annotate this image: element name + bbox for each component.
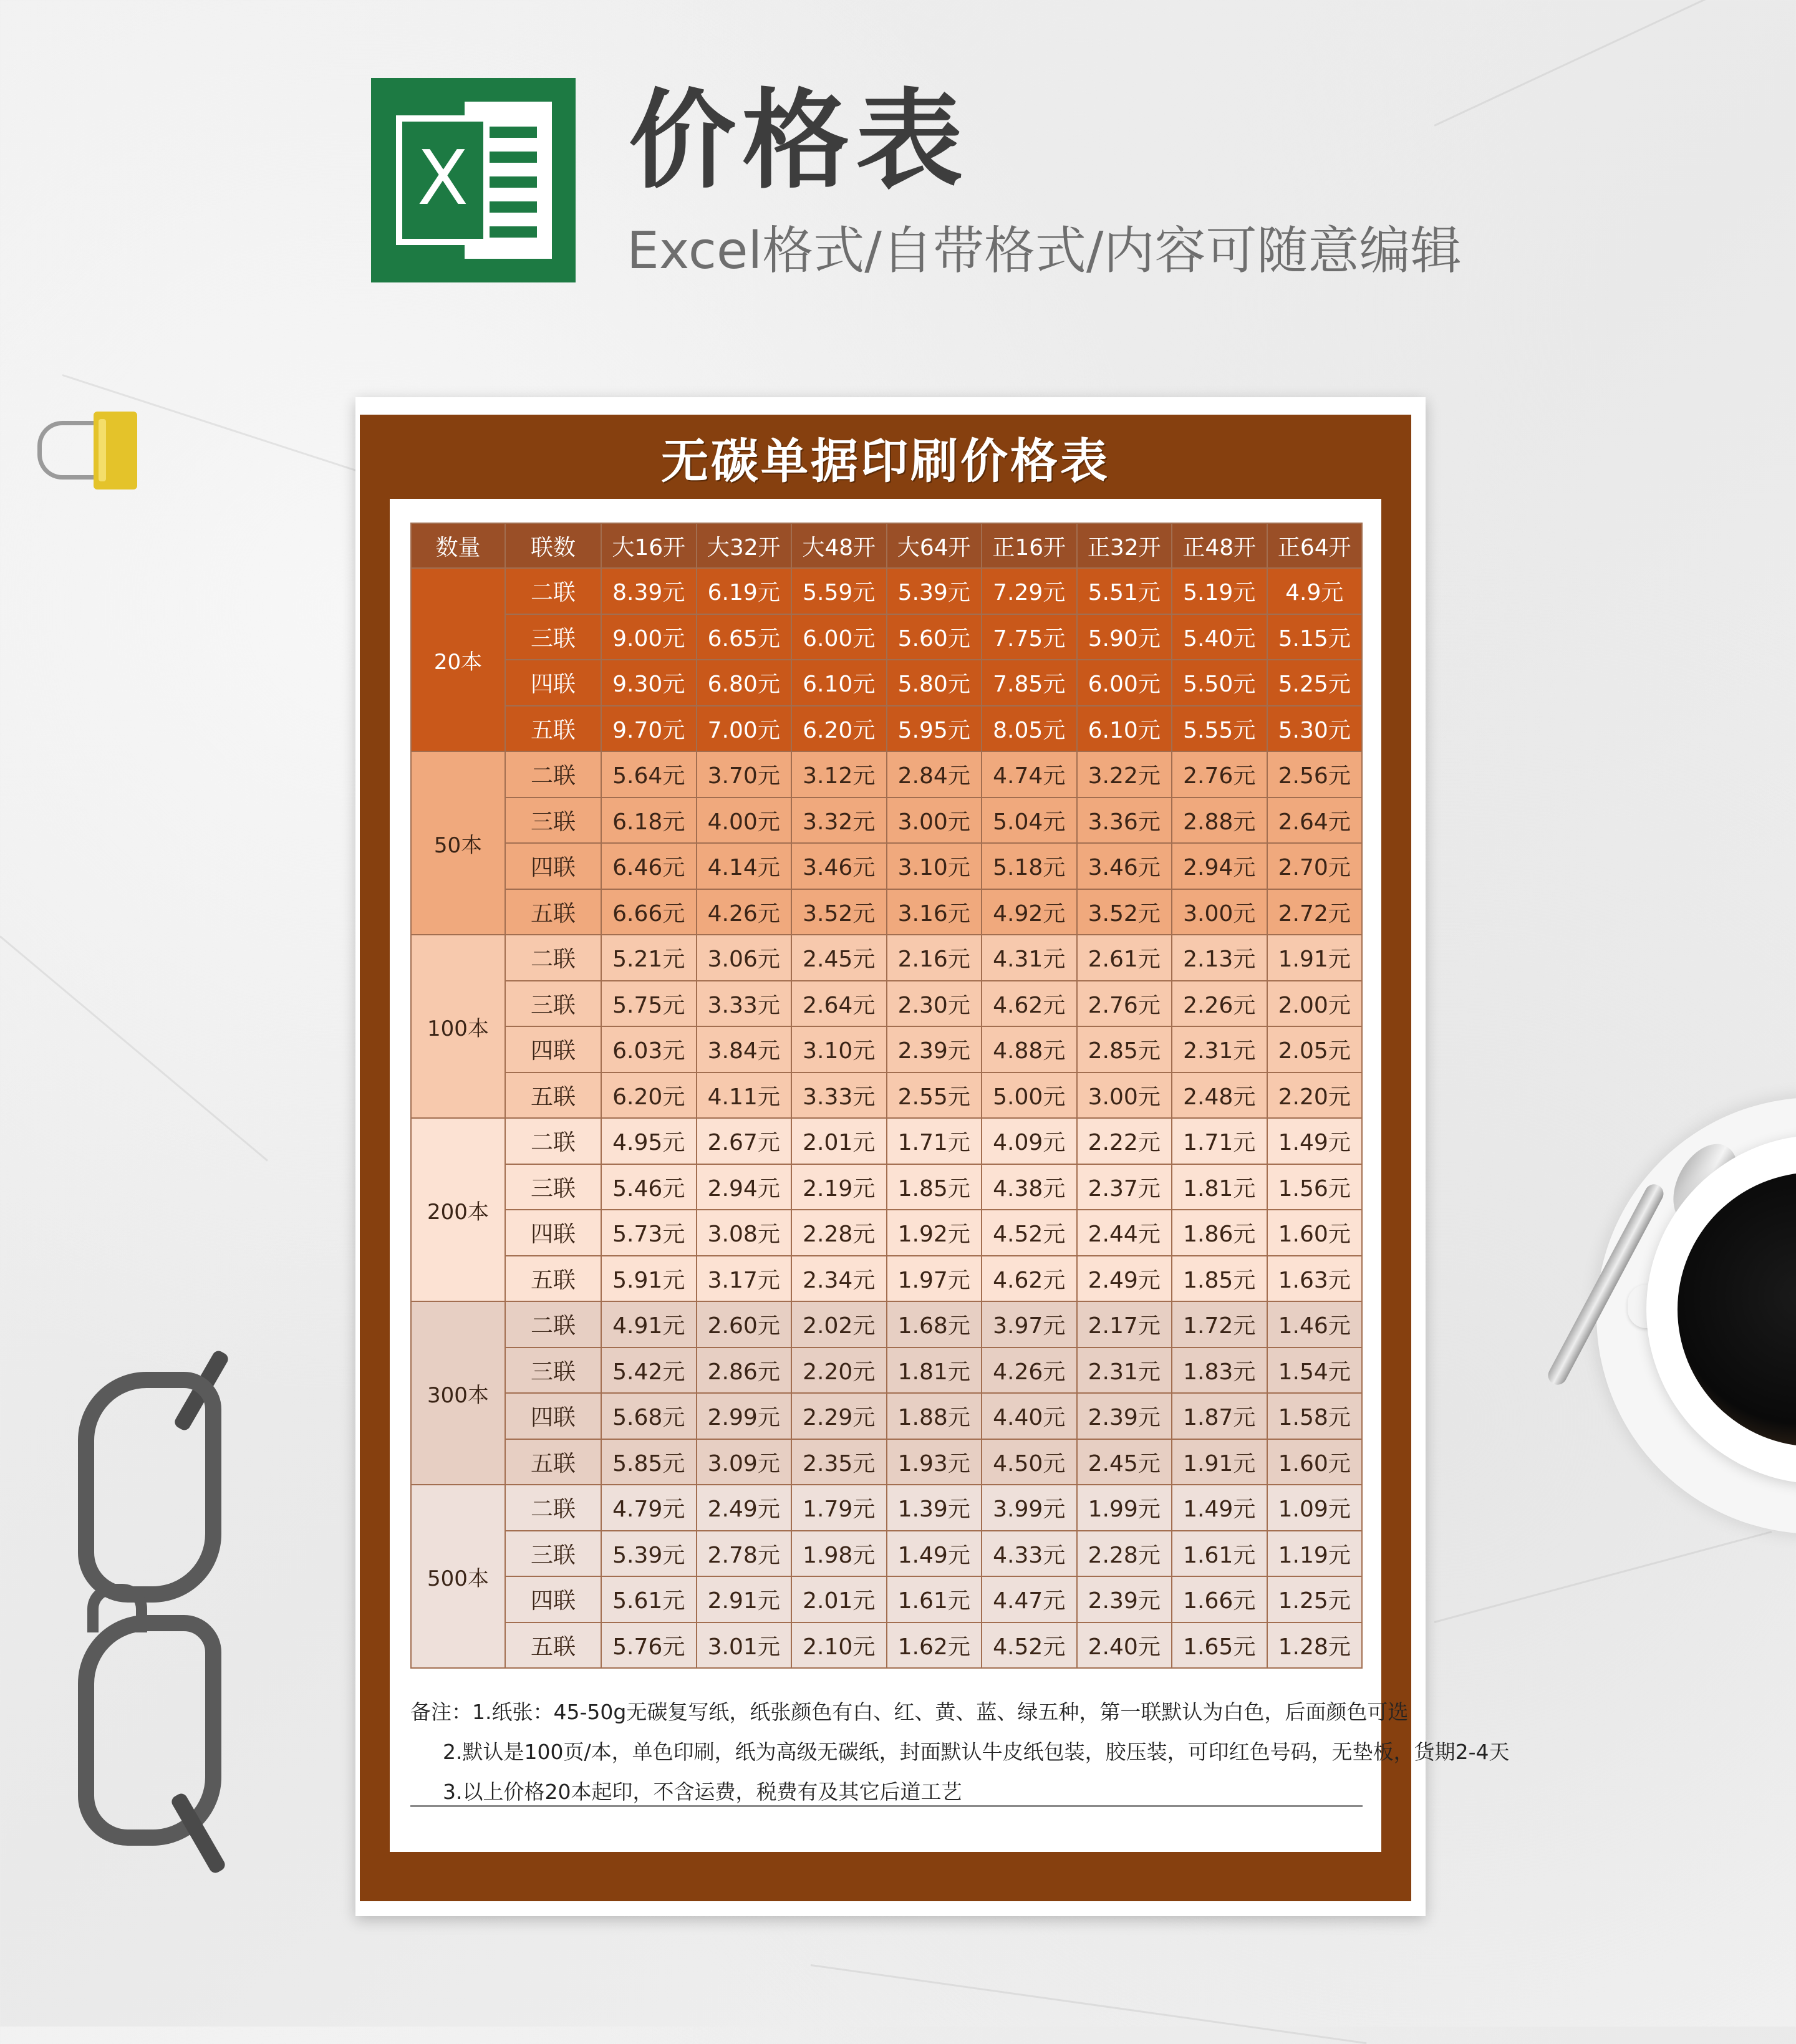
price-cell: 1.65元 — [1172, 1622, 1267, 1669]
marble-vein — [1434, 0, 1796, 127]
excel-letter: X — [417, 135, 469, 222]
price-cell: 2.00元 — [1267, 981, 1363, 1027]
price-cell: 5.90元 — [1077, 614, 1172, 660]
price-cell: 6.10元 — [1077, 706, 1172, 752]
lian-cell: 二联 — [505, 568, 601, 614]
column-header: 大48开 — [791, 523, 887, 568]
table-row — [411, 1347, 1362, 1394]
price-cell: 3.22元 — [1077, 751, 1172, 798]
price-cell: 1.39元 — [887, 1485, 982, 1531]
price-cell: 1.66元 — [1172, 1576, 1267, 1622]
price-cell: 1.58元 — [1267, 1393, 1363, 1439]
lian-cell: 四联 — [505, 1026, 601, 1073]
lian-cell: 三联 — [505, 614, 601, 660]
price-cell: 3.46元 — [1077, 843, 1172, 889]
price-cell: 2.17元 — [1077, 1301, 1172, 1347]
price-cell: 3.12元 — [791, 751, 887, 798]
price-cell: 2.60元 — [697, 1301, 792, 1347]
price-cell: 3.01元 — [697, 1622, 792, 1669]
price-cell: 2.56元 — [1267, 751, 1363, 798]
price-cell: 5.15元 — [1267, 614, 1363, 660]
price-cell: 5.95元 — [887, 706, 982, 752]
price-cell: 4.92元 — [982, 889, 1077, 935]
excel-logo-icon — [371, 78, 576, 282]
price-cell: 1.86元 — [1172, 1210, 1267, 1256]
eyeglasses-icon — [59, 1353, 246, 1883]
price-cell: 1.79元 — [791, 1485, 887, 1531]
quantity-cell: 200本 — [411, 1118, 505, 1301]
column-header: 正48开 — [1172, 523, 1267, 568]
price-cell: 2.39元 — [1077, 1576, 1172, 1622]
price-cell: 1.56元 — [1267, 1164, 1363, 1210]
price-cell: 2.55元 — [887, 1073, 982, 1119]
price-cell: 3.08元 — [697, 1210, 792, 1256]
quantity-cell: 50本 — [411, 751, 505, 935]
price-cell: 6.20元 — [791, 706, 887, 752]
price-cell: 2.76元 — [1077, 981, 1172, 1027]
price-cell: 4.88元 — [982, 1026, 1077, 1073]
price-cell: 5.46元 — [601, 1164, 697, 1210]
price-cell: 1.54元 — [1267, 1347, 1363, 1394]
price-cell: 4.62元 — [982, 1256, 1077, 1302]
price-cell: 3.33元 — [791, 1073, 887, 1119]
price-cell: 2.45元 — [1077, 1439, 1172, 1485]
price-cell: 4.14元 — [697, 843, 792, 889]
price-cell: 2.40元 — [1077, 1622, 1172, 1669]
lian-cell: 五联 — [505, 889, 601, 935]
column-header: 正16开 — [982, 523, 1077, 568]
price-cell: 5.40元 — [1172, 614, 1267, 660]
price-cell: 4.33元 — [982, 1531, 1077, 1577]
lian-cell: 五联 — [505, 1439, 601, 1485]
price-cell: 2.78元 — [697, 1531, 792, 1577]
price-cell: 1.81元 — [887, 1347, 982, 1394]
price-cell: 5.18元 — [982, 843, 1077, 889]
price-cell: 1.46元 — [1267, 1301, 1363, 1347]
table-row — [411, 568, 1362, 614]
lian-cell: 二联 — [505, 751, 601, 798]
price-cell: 1.49元 — [1267, 1118, 1363, 1164]
price-cell: 5.75元 — [601, 981, 697, 1027]
price-cell: 4.95元 — [601, 1118, 697, 1164]
price-cell: 4.74元 — [982, 751, 1077, 798]
note-line: 备注：1.纸张：45-50g无碳复写纸，纸张颜色有白、红、黄、蓝、绿五种，第一联默认为白色，后面颜色可选 — [410, 1700, 1409, 1724]
price-cell: 1.98元 — [791, 1531, 887, 1577]
page-subtitle: Excel格式/自带格式/内容可随意编辑 — [627, 221, 1462, 281]
price-cell: 2.72元 — [1267, 889, 1363, 935]
price-cell: 2.85元 — [1077, 1026, 1172, 1073]
price-cell: 5.76元 — [601, 1622, 697, 1669]
price-cell: 1.72元 — [1172, 1301, 1267, 1347]
lian-cell: 四联 — [505, 843, 601, 889]
price-cell: 1.99元 — [1077, 1485, 1172, 1531]
price-cell: 3.70元 — [697, 751, 792, 798]
price-cell: 2.49元 — [1077, 1256, 1172, 1302]
price-cell: 8.05元 — [982, 706, 1077, 752]
price-cell: 5.00元 — [982, 1073, 1077, 1119]
price-cell: 4.09元 — [982, 1118, 1077, 1164]
lian-cell: 三联 — [505, 1164, 601, 1210]
price-cell: 4.47元 — [982, 1576, 1077, 1622]
quantity-cell: 300本 — [411, 1301, 505, 1485]
price-cell: 1.91元 — [1172, 1439, 1267, 1485]
table-row — [411, 1531, 1362, 1577]
table-row — [411, 614, 1362, 660]
price-cell: 1.28元 — [1267, 1622, 1363, 1669]
price-cell: 4.9元 — [1267, 568, 1363, 614]
price-cell: 7.75元 — [982, 614, 1077, 660]
price-cell: 2.64元 — [1267, 798, 1363, 844]
price-cell: 3.52元 — [791, 889, 887, 935]
price-cell: 8.39元 — [601, 568, 697, 614]
lian-cell: 四联 — [505, 1210, 601, 1256]
page-title: 价格表 — [629, 78, 969, 203]
price-cell: 1.09元 — [1267, 1485, 1363, 1531]
price-cell: 3.16元 — [887, 889, 982, 935]
price-cell: 1.62元 — [887, 1622, 982, 1669]
price-cell: 2.28元 — [791, 1210, 887, 1256]
price-cell: 3.32元 — [791, 798, 887, 844]
lian-cell: 三联 — [505, 1347, 601, 1394]
price-cell: 5.04元 — [982, 798, 1077, 844]
price-cell: 2.20元 — [791, 1347, 887, 1394]
price-cell: 2.88元 — [1172, 798, 1267, 844]
price-cell: 6.19元 — [697, 568, 792, 614]
price-cell: 4.52元 — [982, 1622, 1077, 1669]
price-cell: 2.37元 — [1077, 1164, 1172, 1210]
price-cell: 2.76元 — [1172, 751, 1267, 798]
price-cell: 4.50元 — [982, 1439, 1077, 1485]
price-cell: 2.84元 — [887, 751, 982, 798]
price-cell: 6.66元 — [601, 889, 697, 935]
price-cell: 3.36元 — [1077, 798, 1172, 844]
quantity-cell: 100本 — [411, 935, 505, 1118]
price-cell: 4.91元 — [601, 1301, 697, 1347]
price-cell: 4.31元 — [982, 935, 1077, 981]
price-cell: 2.16元 — [887, 935, 982, 981]
price-cell: 4.26元 — [697, 889, 792, 935]
price-cell: 2.10元 — [791, 1622, 887, 1669]
price-cell: 2.05元 — [1267, 1026, 1363, 1073]
table-row — [411, 1439, 1362, 1485]
table-row — [411, 1073, 1362, 1119]
price-cell: 5.21元 — [601, 935, 697, 981]
price-cell: 4.52元 — [982, 1210, 1077, 1256]
lian-cell: 五联 — [505, 1622, 601, 1669]
marble-vein — [811, 1964, 1367, 2044]
price-cell: 1.25元 — [1267, 1576, 1363, 1622]
price-cell: 2.61元 — [1077, 935, 1172, 981]
lian-cell: 五联 — [505, 1256, 601, 1302]
price-cell: 1.85元 — [1172, 1256, 1267, 1302]
table-row — [411, 1210, 1362, 1256]
price-cell: 2.86元 — [697, 1347, 792, 1394]
marble-vein — [1434, 1531, 1772, 1623]
note-line: 2.默认是100页/本，单色印刷，纸为高级无碳纸，封面默认牛皮纸包装，胶压装，可印红色号码，无垫板，货期2-4天 — [443, 1740, 1510, 1764]
price-cell: 5.55元 — [1172, 706, 1267, 752]
quantity-cell: 500本 — [411, 1485, 505, 1668]
price-cell: 2.49元 — [697, 1485, 792, 1531]
price-cell: 2.48元 — [1172, 1073, 1267, 1119]
document-title: 无碳单据印刷价格表 — [661, 433, 1110, 489]
table-row — [411, 1393, 1362, 1439]
price-cell: 2.26元 — [1172, 981, 1267, 1027]
column-header: 大32开 — [697, 523, 792, 568]
price-cell: 3.97元 — [982, 1301, 1077, 1347]
price-cell: 6.65元 — [697, 614, 792, 660]
price-cell: 1.68元 — [887, 1301, 982, 1347]
price-cell: 2.44元 — [1077, 1210, 1172, 1256]
price-cell: 5.64元 — [601, 751, 697, 798]
price-cell: 4.38元 — [982, 1164, 1077, 1210]
price-cell: 1.49元 — [887, 1531, 982, 1577]
lian-cell: 四联 — [505, 1576, 601, 1622]
price-cell: 2.39元 — [887, 1026, 982, 1073]
price-cell: 1.91元 — [1267, 935, 1363, 981]
price-table — [410, 523, 1363, 1669]
price-cell: 6.20元 — [601, 1073, 697, 1119]
price-cell: 1.88元 — [887, 1393, 982, 1439]
price-cell: 5.60元 — [887, 614, 982, 660]
price-cell: 2.31元 — [1077, 1347, 1172, 1394]
price-cell: 2.67元 — [697, 1118, 792, 1164]
price-cell: 7.85元 — [982, 660, 1077, 706]
price-cell: 5.68元 — [601, 1393, 697, 1439]
price-cell: 1.19元 — [1267, 1531, 1363, 1577]
price-cell: 1.92元 — [887, 1210, 982, 1256]
price-cell: 5.61元 — [601, 1576, 697, 1622]
price-cell: 4.00元 — [697, 798, 792, 844]
price-cell: 2.91元 — [697, 1576, 792, 1622]
column-header: 大64开 — [887, 523, 982, 568]
lian-cell: 四联 — [505, 1393, 601, 1439]
price-cell: 2.28元 — [1077, 1531, 1172, 1577]
price-cell: 6.80元 — [697, 660, 792, 706]
price-cell: 6.00元 — [791, 614, 887, 660]
price-cell: 1.83元 — [1172, 1347, 1267, 1394]
price-cell: 1.61元 — [887, 1576, 982, 1622]
table-row — [411, 843, 1362, 889]
note-line: 3.以上价格20本起印，不含运费，税费有及其它后道工艺 — [443, 1780, 962, 1804]
price-cell: 5.19元 — [1172, 568, 1267, 614]
price-cell: 5.39元 — [887, 568, 982, 614]
lian-cell: 二联 — [505, 1118, 601, 1164]
lian-cell: 四联 — [505, 660, 601, 706]
price-cell: 2.30元 — [887, 981, 982, 1027]
price-cell: 1.60元 — [1267, 1439, 1363, 1485]
price-cell: 2.39元 — [1077, 1393, 1172, 1439]
price-cell: 5.25元 — [1267, 660, 1363, 706]
price-cell: 3.06元 — [697, 935, 792, 981]
price-cell: 2.20元 — [1267, 1073, 1363, 1119]
price-cell: 4.40元 — [982, 1393, 1077, 1439]
price-cell: 3.00元 — [1077, 1073, 1172, 1119]
price-cell: 2.94元 — [697, 1164, 792, 1210]
price-cell: 1.60元 — [1267, 1210, 1363, 1256]
price-cell: 2.64元 — [791, 981, 887, 1027]
price-cell: 1.71元 — [887, 1118, 982, 1164]
price-cell: 5.91元 — [601, 1256, 697, 1302]
price-cell: 3.52元 — [1077, 889, 1172, 935]
price-cell: 3.00元 — [887, 798, 982, 844]
price-cell: 7.00元 — [697, 706, 792, 752]
price-cell: 2.13元 — [1172, 935, 1267, 981]
price-cell: 3.33元 — [697, 981, 792, 1027]
price-cell: 3.09元 — [697, 1439, 792, 1485]
table-row — [411, 1256, 1362, 1302]
price-cell: 1.87元 — [1172, 1393, 1267, 1439]
price-cell: 2.02元 — [791, 1301, 887, 1347]
price-cell: 6.46元 — [601, 843, 697, 889]
price-cell: 5.80元 — [887, 660, 982, 706]
price-cell: 9.70元 — [601, 706, 697, 752]
table-row — [411, 798, 1362, 844]
price-cell: 2.99元 — [697, 1393, 792, 1439]
table-row — [411, 1026, 1362, 1073]
price-cell: 2.45元 — [791, 935, 887, 981]
column-header: 正64开 — [1267, 523, 1363, 568]
price-cell: 1.97元 — [887, 1256, 982, 1302]
column-header: 大16开 — [601, 523, 697, 568]
notes-section — [410, 1684, 1510, 1807]
table-row — [411, 1118, 1362, 1164]
price-cell: 5.59元 — [791, 568, 887, 614]
price-cell: 1.81元 — [1172, 1164, 1267, 1210]
price-cell: 2.19元 — [791, 1164, 887, 1210]
price-cell: 2.29元 — [791, 1393, 887, 1439]
price-cell: 3.00元 — [1172, 889, 1267, 935]
price-cell: 1.93元 — [887, 1439, 982, 1485]
price-cell: 5.51元 — [1077, 568, 1172, 614]
lian-cell: 二联 — [505, 935, 601, 981]
table-row — [411, 981, 1362, 1027]
price-cell: 1.49元 — [1172, 1485, 1267, 1531]
price-cell: 3.99元 — [982, 1485, 1077, 1531]
price-cell: 4.26元 — [982, 1347, 1077, 1394]
table-row — [411, 751, 1362, 798]
price-cell: 3.10元 — [887, 843, 982, 889]
table-row — [411, 889, 1362, 935]
price-cell: 3.46元 — [791, 843, 887, 889]
price-cell: 6.00元 — [1077, 660, 1172, 706]
lian-cell: 二联 — [505, 1485, 601, 1531]
price-cell: 4.79元 — [601, 1485, 697, 1531]
price-cell: 6.10元 — [791, 660, 887, 706]
price-cell: 3.17元 — [697, 1256, 792, 1302]
table-row — [411, 706, 1362, 752]
table-row — [411, 1164, 1362, 1210]
price-cell: 9.30元 — [601, 660, 697, 706]
column-header: 正32开 — [1077, 523, 1172, 568]
binder-clip-icon — [94, 412, 137, 489]
lian-cell: 三联 — [505, 798, 601, 844]
price-cell: 2.35元 — [791, 1439, 887, 1485]
lian-cell: 五联 — [505, 706, 601, 752]
price-cell: 2.34元 — [791, 1256, 887, 1302]
price-cell: 5.39元 — [601, 1531, 697, 1577]
table-row — [411, 1301, 1362, 1347]
lian-cell: 二联 — [505, 1301, 601, 1347]
price-cell: 6.18元 — [601, 798, 697, 844]
table-row — [411, 935, 1362, 981]
price-cell: 7.29元 — [982, 568, 1077, 614]
price-cell: 5.42元 — [601, 1347, 697, 1394]
lian-cell: 五联 — [505, 1073, 601, 1119]
price-cell: 1.63元 — [1267, 1256, 1363, 1302]
price-cell: 2.94元 — [1172, 843, 1267, 889]
table-row — [411, 1576, 1362, 1622]
table-header-row — [411, 523, 1362, 568]
quantity-cell: 20本 — [411, 568, 505, 751]
price-cell: 1.71元 — [1172, 1118, 1267, 1164]
price-cell: 2.70元 — [1267, 843, 1363, 889]
price-cell: 4.62元 — [982, 981, 1077, 1027]
price-cell: 1.85元 — [887, 1164, 982, 1210]
price-cell: 4.11元 — [697, 1073, 792, 1119]
price-cell: 5.50元 — [1172, 660, 1267, 706]
price-cell: 6.03元 — [601, 1026, 697, 1073]
price-cell: 3.84元 — [697, 1026, 792, 1073]
price-cell: 9.00元 — [601, 614, 697, 660]
table-row — [411, 1622, 1362, 1669]
price-cell: 3.10元 — [791, 1026, 887, 1073]
price-cell: 2.01元 — [791, 1576, 887, 1622]
lian-cell: 三联 — [505, 1531, 601, 1577]
table-row — [411, 660, 1362, 706]
price-cell: 5.85元 — [601, 1439, 697, 1485]
price-cell: 5.30元 — [1267, 706, 1363, 752]
price-cell: 2.31元 — [1172, 1026, 1267, 1073]
price-cell: 2.01元 — [791, 1118, 887, 1164]
column-header: 联数 — [505, 523, 601, 568]
lian-cell: 三联 — [505, 981, 601, 1027]
marble-vein — [0, 935, 268, 1161]
price-cell: 2.22元 — [1077, 1118, 1172, 1164]
column-header: 数量 — [411, 523, 505, 568]
price-cell: 5.73元 — [601, 1210, 697, 1256]
table-row — [411, 1485, 1362, 1531]
price-cell: 1.61元 — [1172, 1531, 1267, 1577]
